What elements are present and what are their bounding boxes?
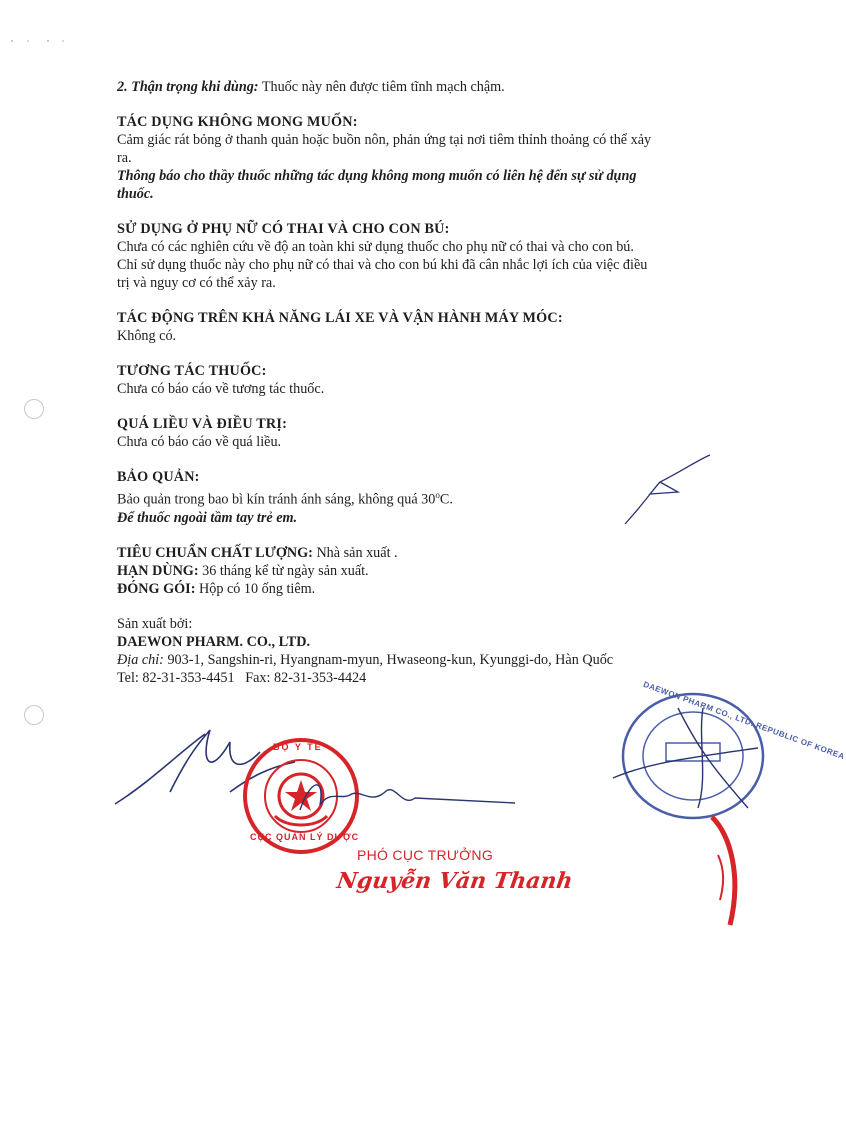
quality-label: TIÊU CHUẨN CHẤT LƯỢNG: (117, 544, 313, 561)
address-label: Địa chỉ: (117, 651, 164, 668)
storage-degree: o (435, 490, 440, 500)
interactions-text: Chưa có báo cáo về tương tác thuốc. (117, 381, 325, 397)
storage-heading: BẢO QUẢN: (117, 469, 200, 485)
seal-top-text: BỘ Y TẾ (273, 742, 323, 752)
binder-hole-top (24, 399, 44, 419)
interactions-heading: TƯƠNG TÁC THUỐC: (117, 363, 267, 379)
storage-warning: Để thuốc ngoài tầm tay trẻ em. (117, 509, 298, 526)
careful-use (117, 78, 729, 96)
company-seal-text: DAEWON PHARM CO., LTD. REPUBLIC OF KOREA (642, 679, 846, 762)
pack-label: ĐÓNG GÓI: (117, 580, 196, 597)
manufacturer-contact: Tel: 82-31-353-4451 Fax: 82-31-353-4424 (117, 669, 367, 686)
pregnancy-line3: trị và nguy cơ có thể xảy ra. (117, 275, 276, 291)
pregnancy-line2: Chỉ sử dụng thuốc này cho phụ nữ có thai và cho con bú khi đã cân nhắc lợi ích của việc điều (117, 257, 648, 273)
seal-bottom-text: CỤC QUẢN LÝ DƯỢC (250, 832, 360, 842)
pregnancy-line1: Chưa có các nghiên cứu về độ an toàn khi sử dụng thuốc cho phụ nữ có thai và cho con bú. (117, 239, 634, 255)
side-effects-heading: TÁC DỤNG KHÔNG MONG MUỐN: (117, 114, 358, 130)
expiry-label: HẠN DÙNG: (117, 562, 199, 579)
company-seal (608, 688, 768, 828)
careful-use-label: 2. Thận trọng khi dùng: (117, 79, 259, 95)
pack-value: Hộp có 10 ống tiêm. (195, 580, 316, 597)
leaflet-text (117, 78, 729, 687)
expiry-value: 36 tháng kể từ ngày sản xuất. (198, 562, 369, 579)
overdose-text: Chưa có báo cáo về quá liều. (117, 434, 282, 450)
binder-hole-bottom (24, 705, 44, 725)
manufacturer-address (117, 651, 729, 669)
expiry (117, 562, 729, 580)
produced-by: Sản xuất bởi: (117, 615, 193, 632)
quality-standard (117, 544, 729, 562)
storage-unit: C. (439, 491, 453, 508)
signature-scribble-center (290, 770, 520, 830)
edge-stamp (700, 815, 750, 930)
side-effects-warning1: Thông báo cho thầy thuốc những tác dụng không mong muốn có liên hệ đến sự sử dụng (117, 168, 637, 184)
side-effects-line2: ra. (117, 150, 132, 166)
approver-name: Nguyễn Văn Thanh (335, 868, 575, 894)
initial-mark (620, 452, 715, 527)
scan-noise (8, 30, 88, 34)
careful-use-text: Thuốc này nên được tiêm tĩnh mạch chậm. (258, 79, 505, 95)
side-effects-line1: Cảm giác rát bỏng ở thanh quản hoặc buồn nôn, phản ứng tại nơi tiêm thỉnh thoảng có thể xảy (117, 132, 652, 148)
driving-heading: TÁC ĐỘNG TRÊN KHẢ NĂNG LÁI XE VÀ VẬN HÀNH MÁY MÓC: (117, 310, 563, 326)
address-value: 903-1, Sangshin-ri, Hyangnam-myun, Hwaseong-kun, Kyunggi-do, Hàn Quốc (163, 651, 614, 668)
quality-value: Nhà sản xuất . (312, 544, 398, 561)
side-effects-warning2: thuốc. (117, 186, 154, 202)
packaging (117, 580, 729, 598)
driving-text: Không có. (117, 328, 177, 344)
pregnancy-heading: SỬ DỤNG Ở PHỤ NỮ CÓ THAI VÀ CHO CON BÚ: (117, 221, 450, 237)
manufacturer-name: DAEWON PHARM. CO., LTD. (117, 633, 310, 650)
storage-text-main: Bảo quản trong bao bì kín tránh ánh sáng, không quá 30 (117, 491, 436, 508)
overdose-heading: QUÁ LIỀU VÀ ĐIỀU TRỊ: (117, 416, 288, 432)
approver-title: PHÓ CỤC TRƯỞNG (357, 847, 494, 863)
